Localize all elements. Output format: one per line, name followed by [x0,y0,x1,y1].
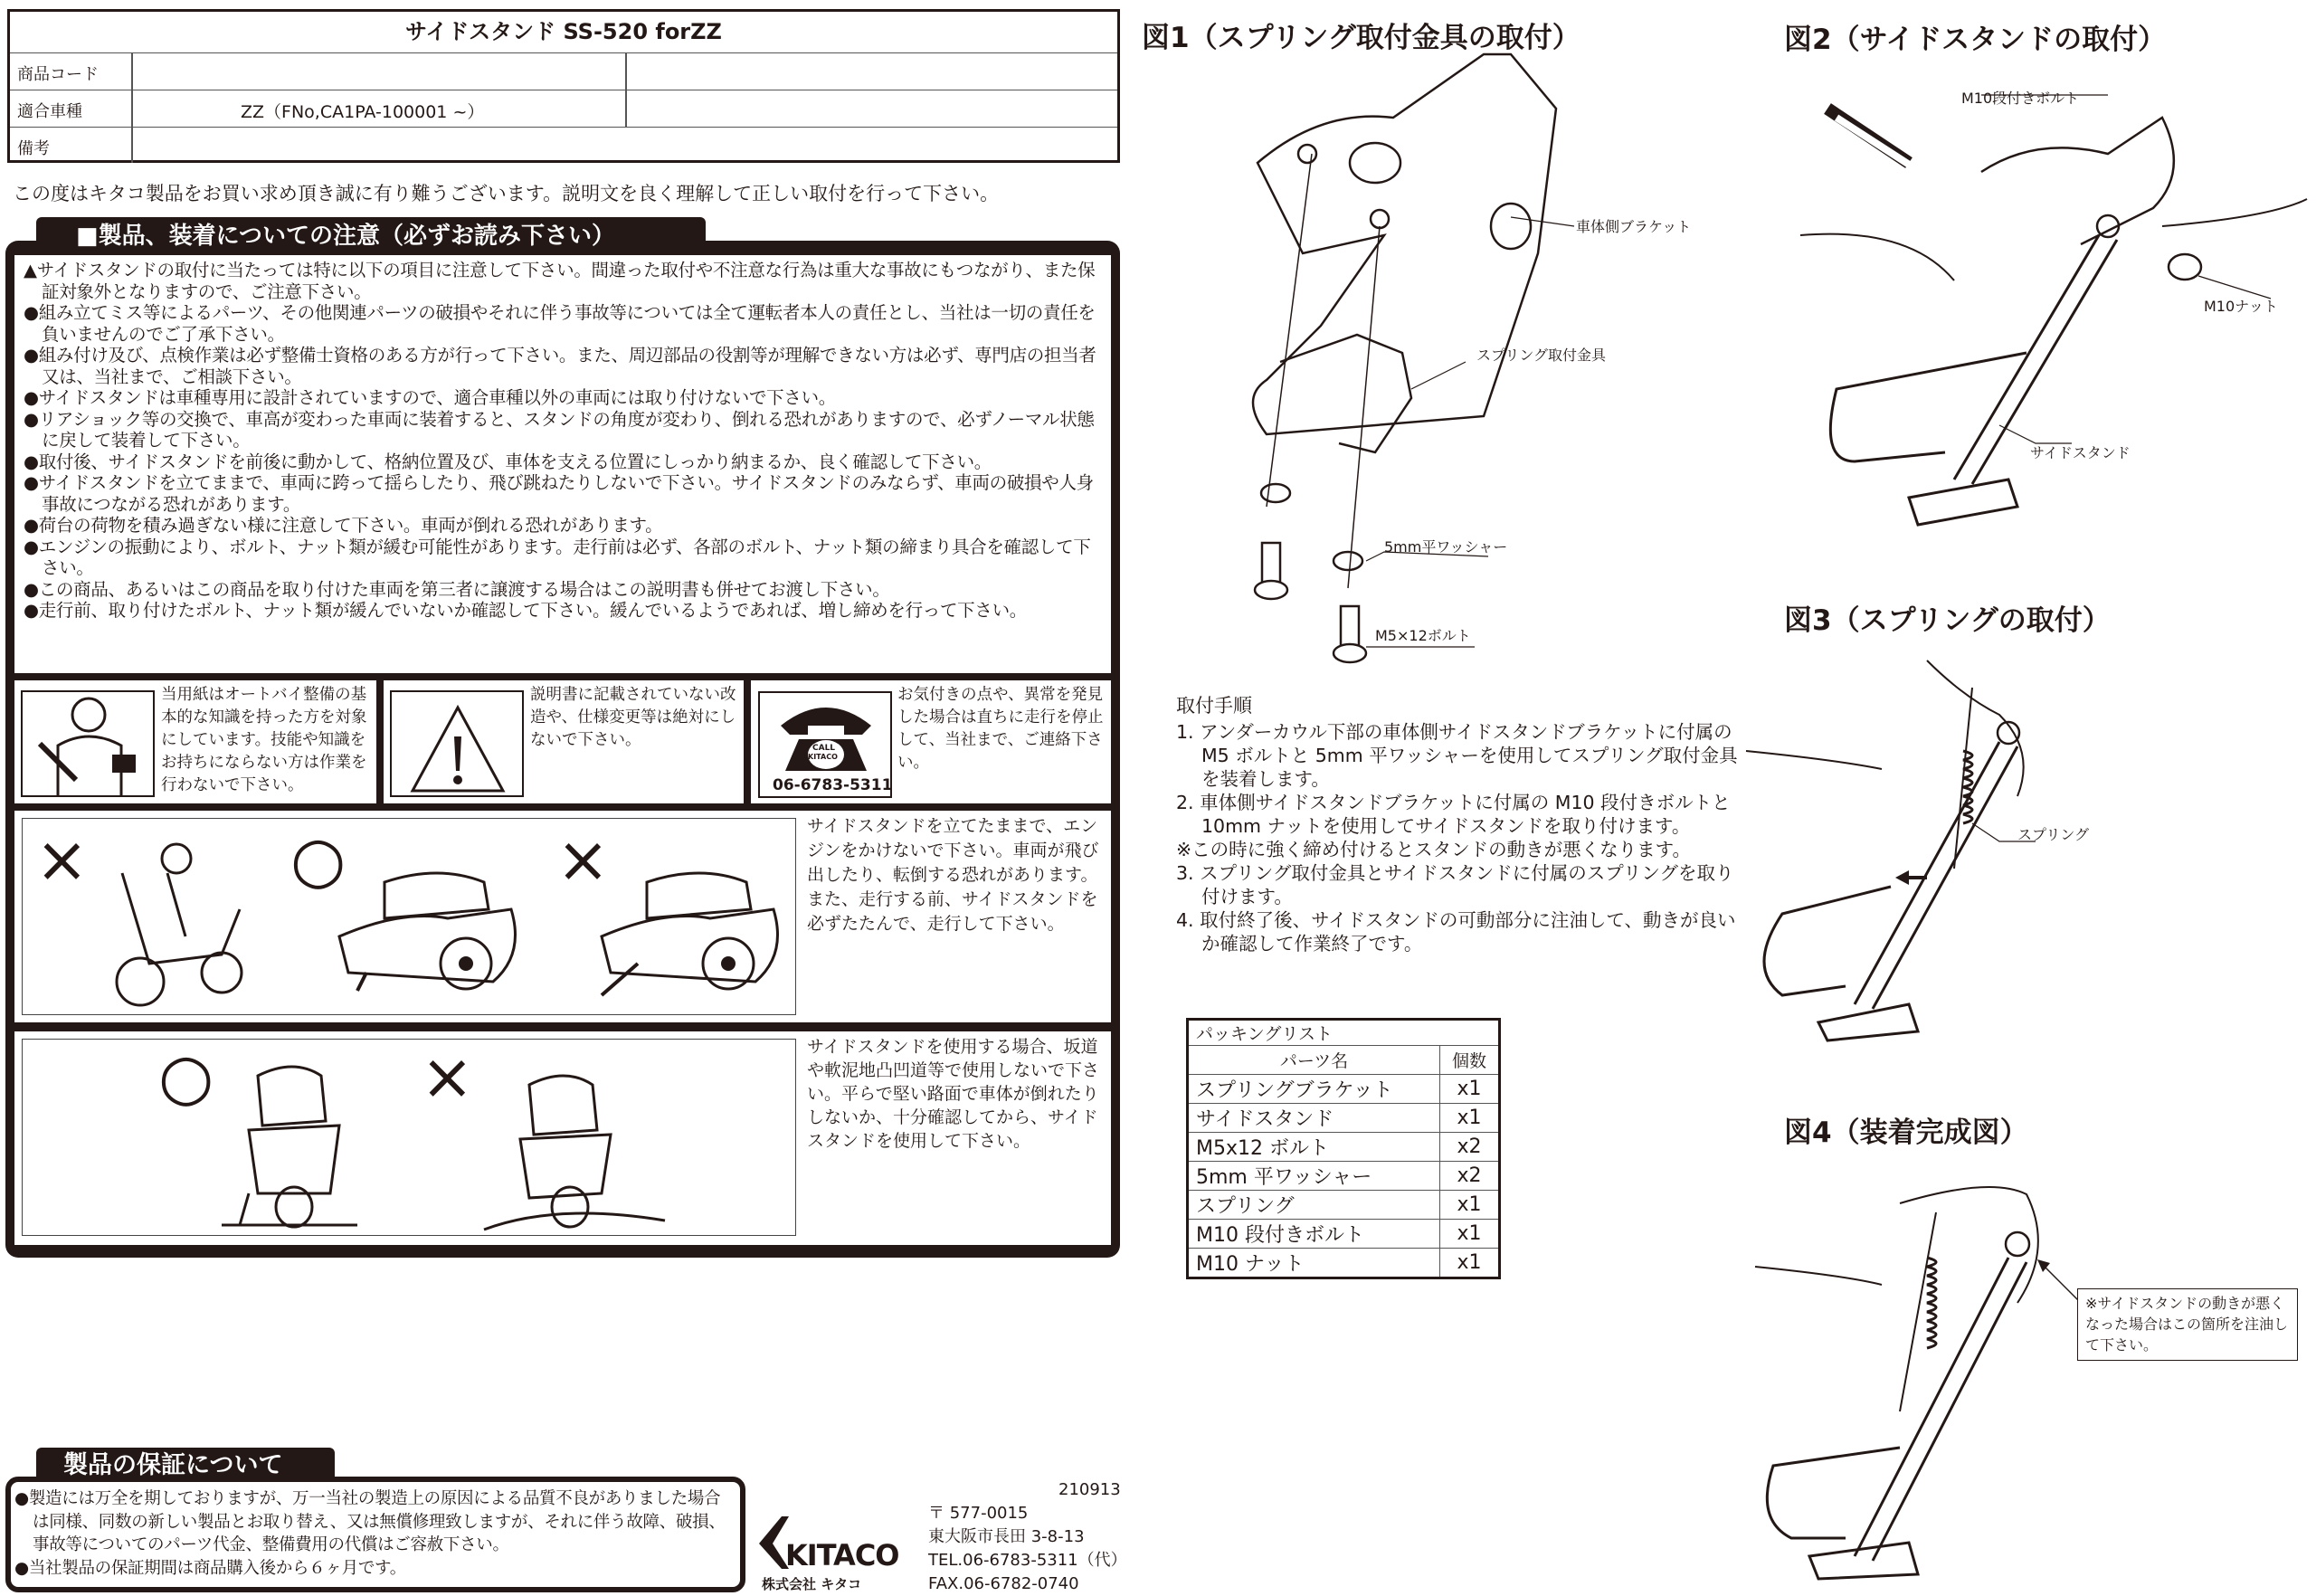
ng-mark: × [421,1040,474,1114]
intro-text: この度はキタコ製品をお買い求め頂き誠に有り難うございます。説明文を良く理解して正しい取付を行って下さい。 [13,183,1000,204]
label-m10-nut: M10ナット [2204,298,2278,315]
engine-start-illustration [22,818,796,1015]
slope-text: サイドスタンドを使用する場合、坂道や軟泥地凸凹道等で使用しないで下さい。平らで堅い路面で車体が倒れたりしないか、十分確認してから、サイドスタンドを使用して下さい。 [807,1037,1100,1151]
installation-procedure [1176,691,1739,955]
product-title: サイドスタンド SS-520 forZZ [405,19,722,44]
caution-item: ●荷台の荷物を積み過ぎない様に注意して下さい。車両が倒れる恐れがあります。 [24,515,663,536]
modification-notice-text: 説明書に記載されていない改造や、仕様変更等は絶対にしないで下さい。 [530,686,736,749]
fax: FAX.06-6782-0740 [928,1574,1079,1593]
fig3-title: 図3（スプリングの取付） [1784,604,2111,637]
company-address: 〒 577-0015 東大阪市長田 3-8-13 TEL.06-6783-5311（代） FAX.06-6782-0740 [928,1502,1127,1596]
product-header-table [7,9,1120,163]
phone-number: 06-6783-5311 [773,776,893,794]
engine-start-text: サイドスタンドを立てたままで、エンジンをかけないで下さい。車両が飛び出したり、転倒する恐れがあります。また、走行する前、サイドスタンドを必ずたたんで、走行して下さい。 [807,816,1099,934]
packing-row: M5x12 ボルト x2 [1188,1133,1500,1162]
caution-item: ●サイドスタンドは車種専用に設計されていますので、適合車種以外の車両には取り付けないで下さい。 [24,387,836,408]
compatible-model: ZZ（FNo,CA1PA-100001 ~） [241,102,485,122]
label-sidestand: サイドスタンド [2030,444,2131,461]
packing-row: スプリングブラケット x1 [1188,1075,1500,1104]
lubrication-note: ※サイドスタンドの動きが悪くなった場合はこの箇所を注油して下さい。 [2077,1288,2298,1361]
label-washer: 5mm平ワッシャー [1384,538,1508,556]
warranty-box [5,1477,745,1592]
fig1-bracket-diagram [1212,54,1647,688]
caution-heading: ■製品、装着についての注意（必ずお読み下さい） [36,217,706,253]
contact-notice-text: お気付きの点や、異常を発見した場合は直ちに走行を停止して、当社まで、ご連絡下さい。 [897,686,1104,772]
scooter-stand-up-illustration [330,846,529,1000]
fig4-title: 図4（装着完成図） [1784,1116,2028,1149]
scooter-flat-ground-illustration [222,1058,366,1230]
warranty-item: ●製造には万全を期しておりますが、万一当社の製造上の原因による品質不良がありました場合は同様、同数の新しい製品とお取り替え、又は無償修理致しますが、それに伴う故障、破損、事故等についてのパーツ代金、整備費用の代償はご容赦下さい。 [14,1489,726,1554]
fig2-sidestand-diagram [1800,81,2307,552]
packing-row: サイドスタンド x1 [1188,1104,1500,1133]
ng-mark: × [35,822,89,897]
kitaco-logo: KITACO 株式会社 キタコ [755,1516,932,1592]
warning-triangle-icon [391,691,525,798]
fig1-title: 図1（スプリング取付金具の取付） [1142,22,1580,54]
procedure-step: 1. アンダーカウル下部の車体側サイドスタンドブラケットに付属の M5 ボルトと 5mm 平ワッシャーを使用してスプリング取付金具を装着します。 [1176,721,1738,790]
warranty-item: ●当社製品の保証期間は商品購入後から６ヶ月です。 [14,1558,406,1578]
fig3-spring-diagram [1746,660,2235,1059]
caution-box [5,241,1120,1258]
slope-panel [14,1031,1111,1245]
label-spring-bracket: スプリング取付金具 [1476,347,1607,364]
rider-scooter-illustration [95,837,258,1009]
skill-notice [14,680,376,803]
contact-notice [751,680,1111,803]
packing-list: パッキングリスト パーツ名 個数 スプリングブラケット x1 サイドスタンド x1 M5x12 ボルト x2 5mm 平ワッシャー x2 スプリング x1 M10 段付きボルト x1 M10 ナット x1 [1186,1018,1501,1279]
modification-notice [384,680,744,803]
caution-item: ●走行前、取り付けたボルト、ナット類が緩んでいないか確認して下さい。緩んでいるようであれば、増し締めを行って下さい。 [24,600,1027,621]
fig2-title: 図2（サイドスタンドの取付） [1784,24,2167,56]
mechanic-icon [22,691,156,798]
slope-illustration [22,1039,796,1236]
fig4-complete-diagram [1755,1176,2135,1583]
packing-title: パッキングリスト [1188,1020,1500,1046]
label-spring: スプリング [2017,826,2090,843]
caution-item: ●エンジンの振動により、ボルト、ナット類が緩む可能性があります。走行前は必ず、各部のボルト、ナット類の締まり具合を確認して下さい。 [24,536,1091,578]
ok-mark: ○ [290,822,346,897]
skill-notice-text: 当用紙はオートバイ整備の基本的な知識を持った方を対象にしています。技能や知識をお持ちにならない方は作業を行わないで下さい。 [161,686,367,794]
scooter-slope-illustration [484,1058,665,1230]
caution-list [14,255,1111,673]
label-m5-bolt: M5×12ボルト [1375,627,1471,644]
procedure-step: 4. 取付終了後、サイドスタンドの可動部分に注油して、動きが良いか確認して作業終了です。 [1176,909,1736,955]
caution-item: ●サイドスタンドを立てままで、車両に跨って揺らしたり、飛び跳ねたりしないで下さい。サイドスタンドのみならず、車両の破損や人身事故につながる恐れがあります。 [24,472,1094,515]
caution-item: ●組み付け及び、点検作業は必ず整備士資格のある方が行って下さい。また、周辺部品の役割等が理解できない方は必ず、専門店の担当者又は、当社まで、ご相談下さい。 [24,345,1096,387]
engine-start-panel [14,811,1111,1022]
packing-row: スプリング x1 [1188,1191,1500,1220]
row-label: 適合車種 [17,102,82,121]
row-label: 備考 [17,139,50,158]
caution-item: ●取付後、サイドスタンドを前後に動かして、格納位置及び、車体を支える位置にしっかり納まるか、良く確認して下さい。 [24,451,992,472]
procedure-step: 3. スプリング取付金具とサイドスタンドに付属のスプリングを取り付けます。 [1176,862,1734,907]
caution-item: ●リアショック等の交換で、車高が変わった車両に装着すると、スタンドの角度が変わり、倒れる恐れがありますので、必ずノーマル状態に戻して装着して下さい。 [24,408,1095,451]
procedure-note: ※この時に強く締め付けるとスタンドの動きが悪くなります。 [1176,839,1692,860]
caution-item: ●この商品、あるいはこの商品を取り付けた車両を第三者に譲渡する場合はこの説明書も併せてお渡し下さい。 [24,578,890,600]
caution-item: ▲サイドスタンドの取付に当たっては特に以下の項目に注意して下さい。間違った取付や不注意な行為は重大な事故にもつながり、また保証対象外となりますので、ご注意下さい。 [24,260,1096,302]
ng-mark: × [556,822,610,897]
ok-mark: ○ [158,1040,214,1114]
scooter-stand-down-illustration [593,846,792,1000]
row-label: 商品コード [17,65,99,84]
label-body-bracket: 車体側ブラケット [1576,218,1692,235]
label-m10-bolt: M10段付きボルト [1961,90,2080,107]
packing-row: M10 段付きボルト x1 [1188,1220,1500,1249]
packing-row: 5mm 平ワッシャー x2 [1188,1162,1500,1191]
tel: TEL.06-6783-5311（代） [928,1551,1127,1570]
document-code: 210913 [1058,1480,1121,1499]
packing-row: M10 ナット x1 [1188,1249,1500,1278]
procedure-title: 取付手順 [1176,695,1252,717]
caution-item: ●組み立てミス等によるパーツ、その他関連パーツの破損やそれに伴う事故等については全て運転者本人の責任とし、当社は一切の責任を負いませんのでご了承下さい。 [24,302,1096,345]
phone-icon: CALL KITACO 06-6783-5311 [758,691,892,798]
warranty-heading: 製品の保証について [36,1448,335,1482]
procedure-step: 2. 車体側サイドスタンドブラケットに付属の M10 段付きボルトと 10mm ナットを使用してサイドスタンドを取り付けます。 [1176,792,1731,837]
